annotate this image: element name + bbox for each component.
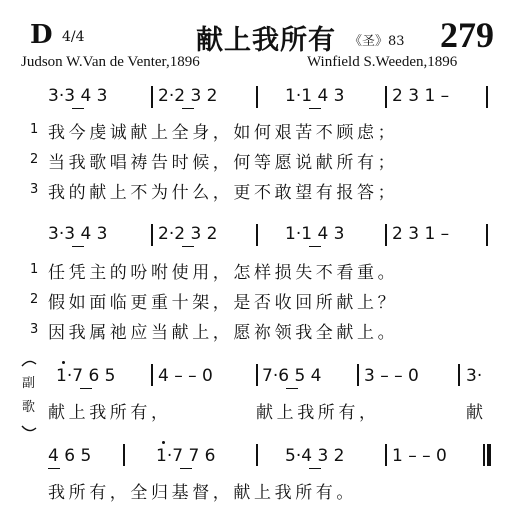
lyric-fragment: 献上我所有， [256, 403, 380, 423]
barline [385, 444, 387, 466]
lyric-fragment: 献上我所有， [48, 403, 172, 423]
measure-2: 4 – – 0 [158, 366, 213, 386]
underline-eighth [182, 246, 194, 247]
key-signature: D [30, 20, 53, 50]
high-octave-dot [62, 361, 65, 364]
measure-4: 2 3 1 – [392, 86, 450, 106]
verse-number: 1 [30, 122, 39, 137]
underline-eighth [80, 388, 92, 389]
underline-eighth [48, 468, 60, 469]
underline-eighth [182, 108, 194, 109]
measure-1: 4 6 5 [48, 446, 92, 466]
verse-number: 2 [30, 292, 39, 307]
lyric-line: 我今虔诚献上全身，如何艰苦不顾虑； [48, 123, 399, 143]
barline [123, 444, 125, 466]
barline [256, 444, 258, 466]
time-signature: 4/4 [62, 29, 85, 45]
measure-2: 2·2 3 2 [158, 224, 218, 244]
barline [357, 364, 359, 386]
measure-3: 5·4 3 2 [285, 446, 345, 466]
verse-number: 2 [30, 152, 39, 167]
lyric-fragment: 献 [466, 403, 487, 423]
underline-eighth [72, 108, 84, 109]
lyric-line: 我的献上不为什么，更不敢望有报答； [48, 183, 399, 203]
underline-eighth [72, 246, 84, 247]
underline-eighth [309, 108, 321, 109]
lyric-line: 因我属祂应当献上，愿祢领我全献上。 [48, 323, 399, 343]
lyric-line: 假如面临更重十架，是否收回所献上？ [48, 293, 399, 313]
measure-2: 1·7 7 6 [156, 446, 216, 466]
measure-5: 3· [466, 366, 483, 386]
verse-number: 1 [30, 262, 39, 277]
barline [486, 86, 488, 108]
lyric-line: 任凭主的吩咐使用，怎样损失不看重。 [48, 263, 399, 283]
lyric-line: 当我歌唱祷告时候，何等愿说献所有； [48, 153, 399, 173]
hymn-title: 献上我所有 [196, 25, 336, 56]
verse-number: 3 [30, 182, 39, 197]
measure-4: 3 – – 0 [364, 366, 419, 386]
composer-credit: Winfield S.Weeden,1896 [307, 54, 458, 70]
lyricist-credit: Judson W.Van de Venter,1896 [21, 54, 200, 70]
barline [486, 224, 488, 246]
barline [256, 364, 258, 386]
measure-1: 3·3 4 3 [48, 86, 108, 106]
high-octave-dot [162, 441, 165, 444]
barline [385, 86, 387, 108]
measure-3: 1·1 4 3 [285, 224, 345, 244]
lyric-line: 我所有，全归基督，献上我所有。 [48, 483, 357, 503]
barline [385, 224, 387, 246]
barline [256, 86, 258, 108]
underline-eighth [180, 468, 192, 469]
underline-eighth [309, 468, 321, 469]
barline [151, 86, 153, 108]
barline [151, 224, 153, 246]
chorus-label: 副歌 [22, 376, 36, 415]
measure-4: 1 – – 0 [392, 446, 447, 466]
final-barline-thin [483, 444, 485, 466]
barline [256, 224, 258, 246]
verse-number: 3 [30, 322, 39, 337]
underline-eighth [309, 246, 321, 247]
source-reference: 《圣》83 [349, 34, 405, 49]
measure-3: 7·6 5 4 [262, 366, 322, 386]
barline [458, 364, 460, 386]
hymn-number: 279 [440, 15, 494, 55]
measure-1: 3·3 4 3 [48, 224, 108, 244]
barline [151, 364, 153, 386]
underline-eighth [286, 388, 298, 389]
measure-4: 2 3 1 – [392, 224, 450, 244]
measure-3: 1·1 4 3 [285, 86, 345, 106]
measure-2: 2·2 3 2 [158, 86, 218, 106]
final-barline-thick [487, 444, 491, 466]
measure-1: 1·7 6 5 [56, 366, 116, 386]
